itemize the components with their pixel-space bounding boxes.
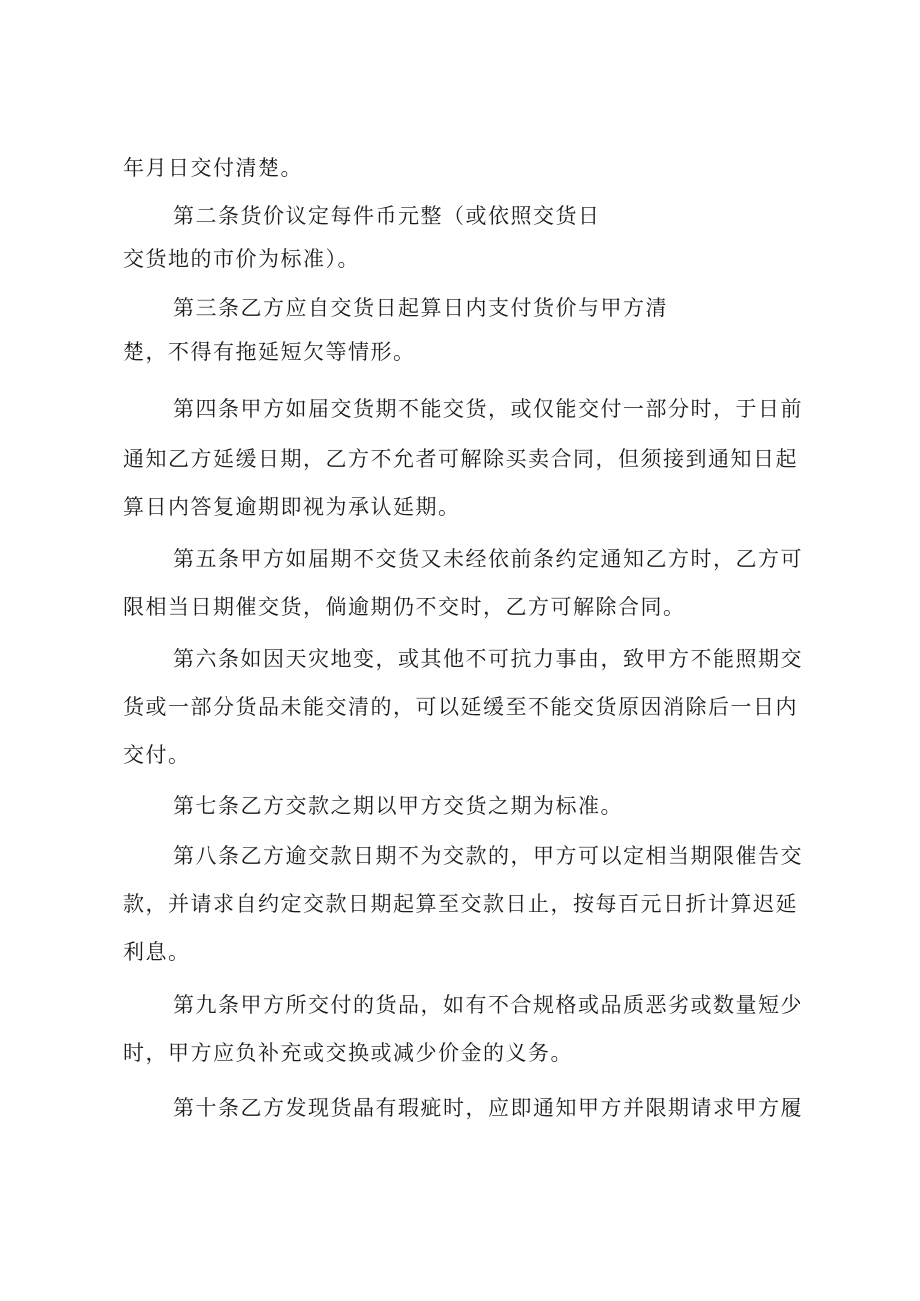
text-line: 年月日交付清楚。 [123, 156, 303, 180]
text-line: 交货地的市价为标准）。 [123, 247, 360, 271]
text-line: 限相当日期催交货，倘逾期仍不交时，乙方可解除合同。 [123, 595, 686, 619]
text-line: 第八条乙方逾交款日期不为交款的，甲方可以定相当期限催告交 [173, 844, 803, 868]
text-line: 第十条乙方发现货晶有瑕疵时，应即通知甲方并限期请求甲方履 [173, 1096, 803, 1120]
text-line: 通知乙方延缓日期，乙方不允者可解除买卖合同，但须接到通知日起 [123, 447, 798, 471]
text-line: 第四条甲方如届交货期不能交货，或仅能交付一部分时，于日前 [173, 397, 803, 421]
text-line: 时，甲方应负补充或交换或减少价金的义务。 [123, 1041, 573, 1065]
text-line: 第九条甲方所交付的货品，如有不合规格或品质恶劣或数量短少 [173, 993, 803, 1017]
text-line: 交付。 [123, 743, 191, 767]
text-line: 利息。 [123, 940, 191, 964]
text-line: 第七条乙方交款之期以甲方交货之期为标准。 [173, 794, 623, 818]
text-line: 楚，不得有拖延短欠等情形。 [123, 340, 416, 364]
text-line: 第二条货价议定每件币元整（或依照交货日 [173, 204, 601, 228]
text-line: 款，并请求自约定交款日期起算至交款日止，按每百元日折计算迟延 [123, 892, 798, 916]
text-line: 算日内答复逾期即视为承认延期。 [123, 495, 461, 519]
text-line: 第五条甲方如届期不交货又未经依前条约定通知乙方时，乙方可 [173, 547, 803, 571]
text-line: 货或一部分货品未能交清的，可以延缓至不能交货原因消除后一日内 [123, 695, 798, 719]
text-line: 第六条如因天灾地变，或其他不可抗力事由，致甲方不能照期交 [173, 647, 803, 671]
text-line: 第三条乙方应自交货日起算日内支付货价与甲方清 [173, 296, 668, 320]
